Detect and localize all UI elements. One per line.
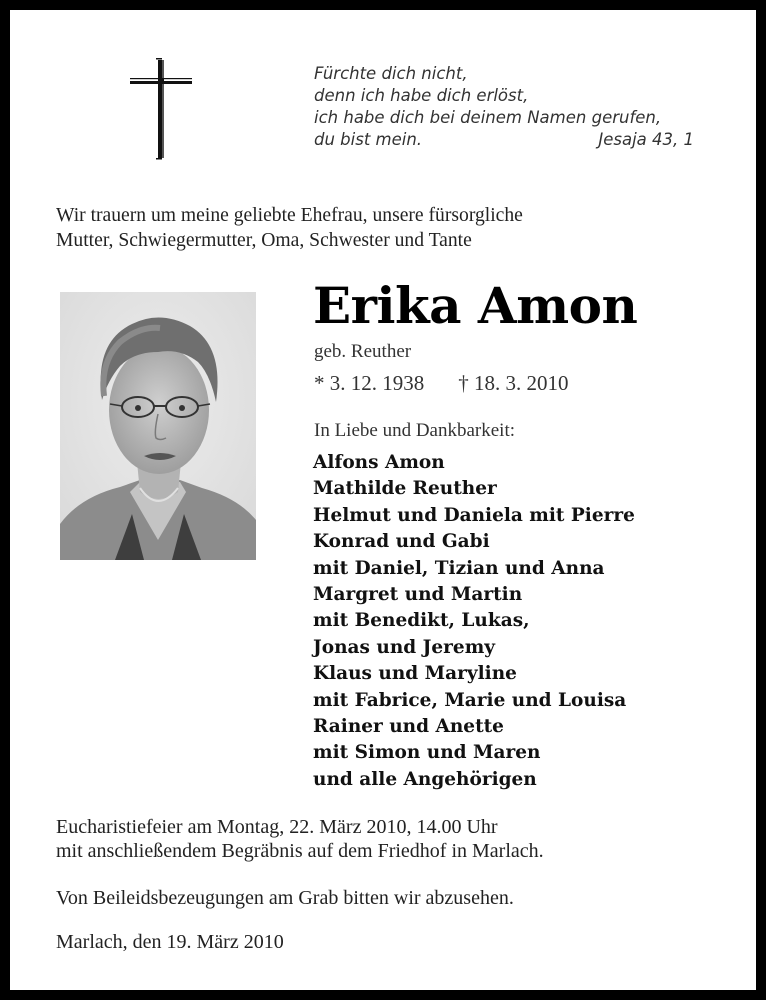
mourning-intro [56, 203, 722, 253]
mourner-line: mit Daniel, Tizian und Anna [313, 557, 605, 579]
mourner-line: Helmut und Daniela mit Pierre [313, 504, 635, 526]
obituary-notice [10, 10, 756, 990]
life-dates [314, 370, 569, 396]
place-and-date: Marlach, den 19. März 2010 [56, 931, 284, 953]
funeral-ceremony-info [56, 815, 544, 863]
mourner-line: Rainer und Anette [313, 716, 504, 738]
mourner-line: Alfons Amon [313, 452, 445, 473]
verse-line: denn ich habe dich erlöst, [314, 86, 529, 105]
ceremony-line: mit anschließendem Begräbnis auf dem Friedhof in Marlach. [56, 840, 544, 862]
verse-last-line [314, 129, 694, 151]
mourner-line: mit Benedikt, Lukas, [313, 610, 530, 632]
portrait-image [60, 292, 256, 560]
birth-name: geb. Reuther [314, 341, 412, 362]
mourners-heading: In Liebe und Dankbarkeit: [314, 420, 516, 441]
mourner-line: Jonas und Jeremy [313, 636, 496, 658]
mourner-line: und alle Angehörigen [313, 768, 537, 790]
mourner-line: Mathilde Reuther [313, 478, 497, 500]
verse-line: ich habe dich bei deinem Namen gerufen, [314, 108, 662, 127]
portrait-photo [60, 292, 256, 560]
intro-line: Mutter, Schwiegermutter, Oma, Schwester und Tante [56, 229, 472, 251]
verse-line: du bist mein. [314, 130, 423, 149]
cross-icon [128, 58, 194, 160]
mourners-list [313, 450, 635, 793]
mourner-line: mit Fabrice, Marie und Louisa [313, 689, 627, 711]
condolence-note: Von Beileidsbezeugungen am Grab bitten wir abzusehen. [56, 887, 514, 909]
mourner-line: Margret und Martin [313, 584, 523, 606]
intro-line: Wir trauern um meine geliebte Ehefrau, unsere fürsorgliche [56, 204, 523, 226]
death-date: † 18. 3. 2010 [458, 371, 569, 395]
bible-verse [314, 63, 704, 151]
verse-reference: Jesaja 43, 1 [598, 130, 694, 149]
ceremony-line: Eucharistiefeier am Montag, 22. März 2010, 14.00 Uhr [56, 816, 498, 838]
birth-date: * 3. 12. 1938 [314, 371, 425, 395]
deceased-name: Erika Amon [313, 276, 638, 335]
mourner-line: Konrad und Gabi [313, 531, 490, 553]
mourner-line: Klaus und Maryline [313, 663, 517, 685]
mourner-line: mit Simon und Maren [313, 742, 541, 764]
verse-line: Fürchte dich nicht, [314, 64, 468, 83]
